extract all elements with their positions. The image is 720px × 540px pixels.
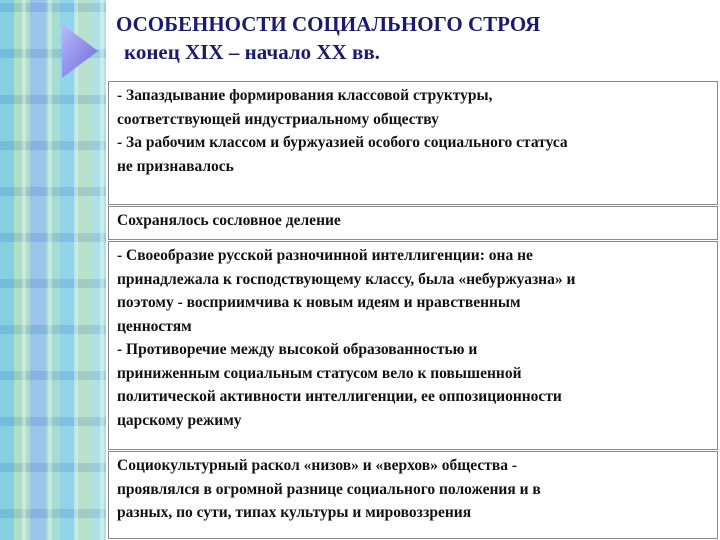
text-line: поэтому - восприимчива к новым идеям и нравственным — [117, 294, 521, 311]
text-line: Сохранялось сословное деление — [117, 212, 341, 229]
text-line: - Противоречие между высокой образованностью и — [117, 341, 478, 358]
text-line: политической активности интеллигенции, ее оппозиционности — [117, 388, 562, 405]
slide-title: ОСОБЕННОСТИ СОЦИАЛЬНОГО СТРОЯ — [116, 12, 541, 36]
text-line: Социокультурный раскол «низов» и «верхов» общества - — [117, 457, 518, 474]
text-line: приниженным социальным статусом вело к повышенной — [117, 364, 522, 382]
text-line: - Своеобразие русской разночинной интеллигенции: она не — [117, 247, 533, 264]
text-box-sociocultural-split — [108, 451, 718, 539]
text-box-class-structure — [108, 81, 718, 205]
text-line: - Запаздывание формирования классовой структуры, — [117, 87, 493, 104]
text-box-intelligentsia — [108, 241, 718, 450]
text-box-estate-division — [108, 206, 718, 240]
text-line: принадлежала к господствующему классу, была «небуржуазна» и — [117, 270, 576, 288]
triangle-icon — [60, 22, 100, 80]
text-line: соответствующей индустриальному обществу — [117, 110, 439, 128]
slide-subtitle: конец XIX – начало XX вв. — [124, 40, 380, 64]
text-line: царскому режиму — [117, 411, 242, 429]
text-line: - За рабочим классом и буржуазией особого социального статуса — [117, 134, 568, 151]
text-line: не признавалось — [117, 157, 234, 175]
text-line: проявлялся в огромной разнице социального положения и в — [117, 480, 541, 498]
text-line: разных, по сути, типах культуры и мировоззрения — [117, 504, 472, 521]
decorative-side-band — [0, 0, 106, 540]
text-line: ценностям — [117, 317, 192, 335]
